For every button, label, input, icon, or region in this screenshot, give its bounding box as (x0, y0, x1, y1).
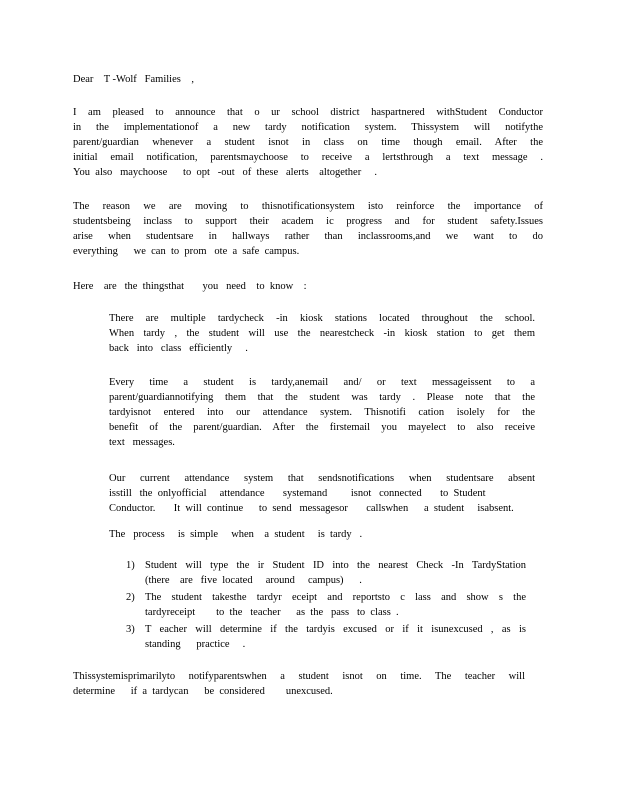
paragraph-line: everything we can to prom ote a safe campus. (73, 246, 300, 257)
bullet-line: back into class efficiently . (109, 343, 248, 354)
step-line: (there are five located around campus) . (145, 575, 362, 586)
paragraph-line: determine if a tardycan be considered unexcused. (73, 686, 333, 697)
paragraph-line: arise when studentsare in hallways rather than inclassrooms,and we want to do (73, 231, 543, 242)
paragraph-announcement (73, 105, 543, 180)
bullet-line: The process is simple when a student is tardy . (109, 529, 363, 540)
step-line: T eacher will determine if the tardyis excused or if it isunexcused , as is (145, 624, 526, 635)
paragraph-things-to-know (73, 279, 543, 294)
bullet-line: Our current attendance system that sendsnotifications when studentsare absent (109, 473, 535, 484)
step-number: 3) (126, 624, 135, 635)
paragraph-closing (73, 669, 525, 699)
bullet-icon (90, 527, 100, 542)
letter-greeting (73, 72, 543, 87)
bullet-icon (90, 471, 100, 486)
bullet-line: There are multiple tardycheck -in kiosk stations located throughout the school. (109, 313, 535, 324)
paragraph-line: initial email notification, parentsmaychoose to receive a lertsthrough a text message . (73, 152, 543, 163)
bullet-line: Every time a student is tardy,anemail and/ or text messageissent to a (109, 377, 535, 388)
step-line: tardyreceipt to the teacher as the pass to class . (145, 607, 399, 618)
step-number: 1) (126, 560, 135, 571)
paragraph-line: Thissystemisprimarilyto notifyparentswhen a student isnot on time. The teacher will (73, 671, 525, 682)
bullet-line: isstill the onlyofficial attendance systemand isnot connected to Student (109, 488, 486, 499)
bullet-line: Conductor. It will continue to send messagesor callswhen a student isabsent. (109, 503, 514, 514)
bullet-line: text messages. (109, 437, 175, 448)
step-line: Student will type the ir Student ID into the nearest Check -In TardyStation (145, 560, 526, 571)
bullet-line: tardyisnot entered into our attendance system. Thisnotifi cation isolely for the (109, 407, 535, 418)
paragraph-reason (73, 199, 543, 259)
paragraph-line: parent/guardian whenever a student isnot in class on time though email. After the (73, 137, 543, 148)
step-line: standing practice . (145, 639, 246, 650)
bullet-line: parent/guardiannotifying them that the student was tardy . Please note that the (109, 392, 535, 403)
paragraph-line: The reason we are moving to thisnotificationsystem isto reinforce the importance of (73, 201, 543, 212)
paragraph-line: You also maychoose to opt -out of these alerts altogether . (73, 167, 377, 178)
paragraph-line: in the implementationof a new tardy notification system. Thissystem will notifythe (73, 122, 543, 133)
paragraph-line: I am pleased to announce that o ur school district haspartnered withStudent Conductor (73, 107, 543, 118)
paragraph-line: Here are the thingsthat you need to know : (73, 281, 307, 292)
greeting-line: Dear T -Wolf Families , (73, 74, 194, 85)
bullet-line: benefit of the parent/guardian. After the firstemail you mayelect to also receive (109, 422, 535, 433)
bullet-icon (90, 375, 100, 390)
step-line: The student takesthe tardyr eceipt and reportsto c lass and show s the (145, 592, 526, 603)
bullet-line: When tardy , the student will use the nearestcheck -in kiosk station to get them (109, 328, 535, 339)
step-number: 2) (126, 592, 135, 603)
bullet-icon (90, 311, 100, 326)
paragraph-line: studentsbeing inclass to support their academ ic progress and for student safety.Issues (73, 216, 543, 227)
